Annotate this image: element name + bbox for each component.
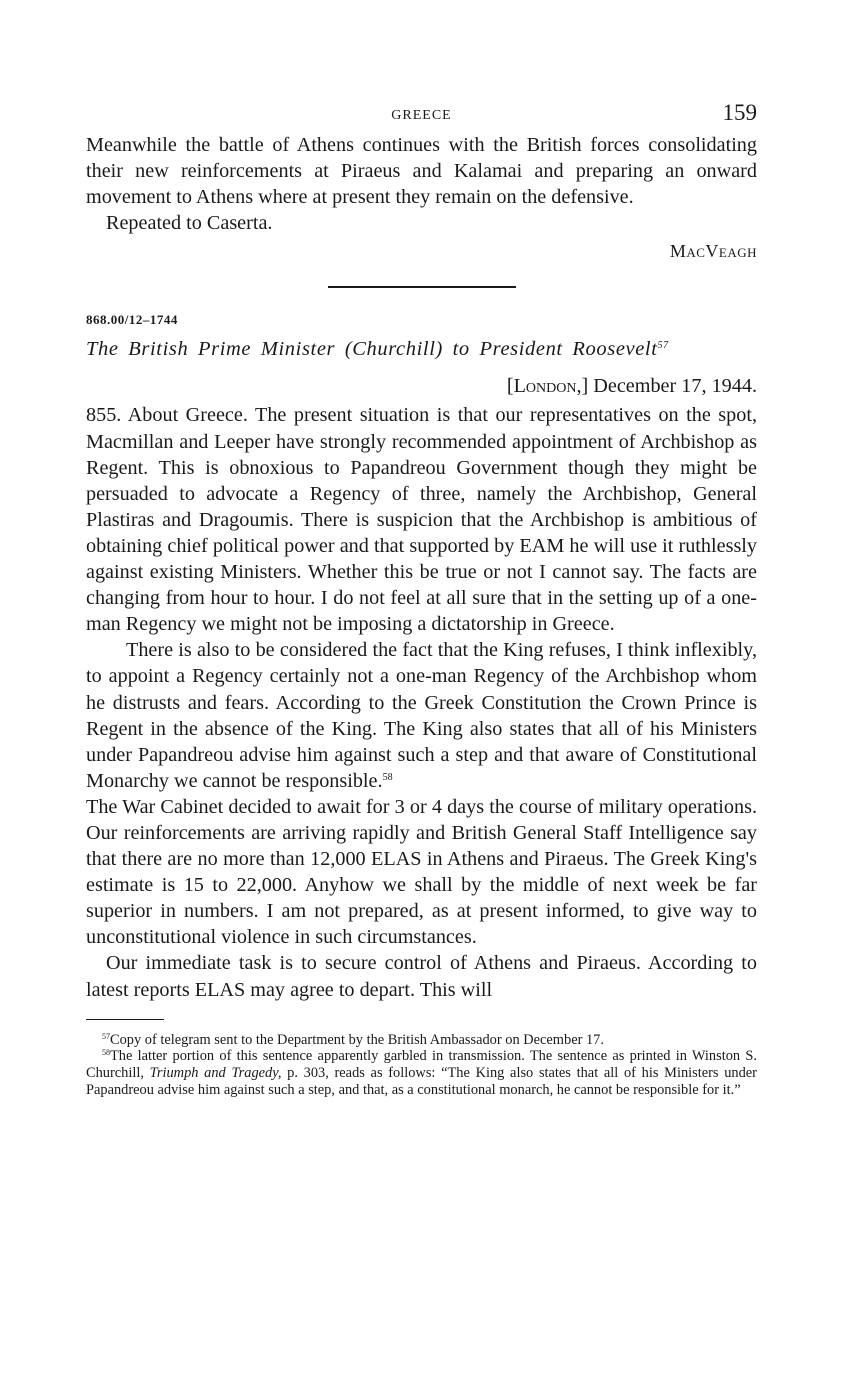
footnote-ref-58: 58	[382, 771, 393, 783]
document-heading	[86, 338, 757, 361]
body-paragraph	[86, 637, 757, 794]
signature: MacVeagh	[669, 241, 757, 262]
page-number: 159	[722, 100, 757, 125]
footnote-ref-57: 57	[657, 340, 669, 352]
page	[86, 98, 757, 1099]
document-heading-text: The British Prime Minister (Churchill) to President Roosevelt	[86, 338, 658, 361]
footnote-divider	[86, 1019, 164, 1020]
body-paragraph-text: There is also to be considered the fact that the King refuses, I think inflexibly, to appoint a Regency certainly not a one-man Regency of the Archbishop whom he distrusts and fears. According to the Greek Constitution the Crown Prince is Regent in the absence of the King. The King also states that all of his Ministers under Papandreou advise him against such a step and that aware of Constitutional Monarchy we cannot be responsible.	[86, 639, 757, 792]
body-paragraph: Our immediate task is to secure control of Athens and Piraeus. According to latest reports ELAS may agree to depart. This will	[86, 952, 757, 1001]
footnote-57-marker: 57	[102, 1031, 110, 1041]
footnote-58-marker: 58	[102, 1048, 110, 1058]
footnotes	[86, 1032, 757, 1099]
footnote-58-text-before: The latter portion of this sentence apparently garbled in transmission. The sentence as printed in Winston S. Churchill,	[86, 1048, 757, 1082]
footnote-57	[86, 1032, 757, 1049]
running-head	[86, 98, 757, 132]
footnote-58-text-after: p. 303, reads as follows: “The King also states that all of his Ministers under Papandreou advise him against such a step, and that, as a constitutional monarch, he cannot be responsible for it.”	[86, 1065, 757, 1099]
document-body	[86, 402, 757, 1002]
footnote-58-title: Triumph and Tragedy,	[149, 1065, 282, 1082]
section-divider	[328, 286, 516, 288]
file-number: 868.00/12–1744	[86, 312, 178, 328]
body-paragraph: The War Cabinet decided to await for 3 or 4 days the course of military operations. Our reinforcements are arriving rapidly and British General Staff Intelligence say that there are no more than 12,000 ELAS in Athens and Piraeus. The Greek King's estimate is 15 to 22,000. Anyhow we shall by the middle of next week be far superior in numbers. I am not prepared, as at present informed, to give way to unconstitutional violence in such circumstances.	[86, 795, 757, 949]
dateline-date: December 17, 1944.	[593, 375, 757, 398]
dateline	[86, 375, 757, 398]
body-paragraph: 855. About Greece. The present situation is that our representatives on the spot, Macmillan and Leeper have strongly recommended appointment of Archbishop as Regent. This is obnoxious to Papandreou Government though they might be persuaded to advocate a Regency of three, namely the Archbishop, General Plastiras and Dragoumis. There is suspicion that the Archbishop is ambitious of obtaining chief political power and that supported by EAM he will use it ruthlessly against existing Ministers. Whether this be true or not I cannot say. The facts are changing from hour to hour. I do not feel at all sure that in the setting up of a one-man Regency we might not be imposing a dictatorship in Greece.	[86, 404, 757, 636]
footnote-58	[86, 1048, 757, 1098]
footnote-57-text: Copy of telegram sent to the Department by the British Ambassador on December 17.	[110, 1031, 604, 1048]
repeated-note: Repeated to Caserta.	[106, 212, 273, 235]
prior-paragraph: Meanwhile the battle of Athens continues with the British forces consolidating their new reinforcements at Piraeus and Kalamai and preparing an onward movement to Athens where at present they remain on the defensive.	[86, 134, 757, 209]
prior-document	[86, 132, 757, 264]
dateline-place: [London,]	[506, 375, 589, 398]
running-title: GREECE	[391, 108, 452, 123]
